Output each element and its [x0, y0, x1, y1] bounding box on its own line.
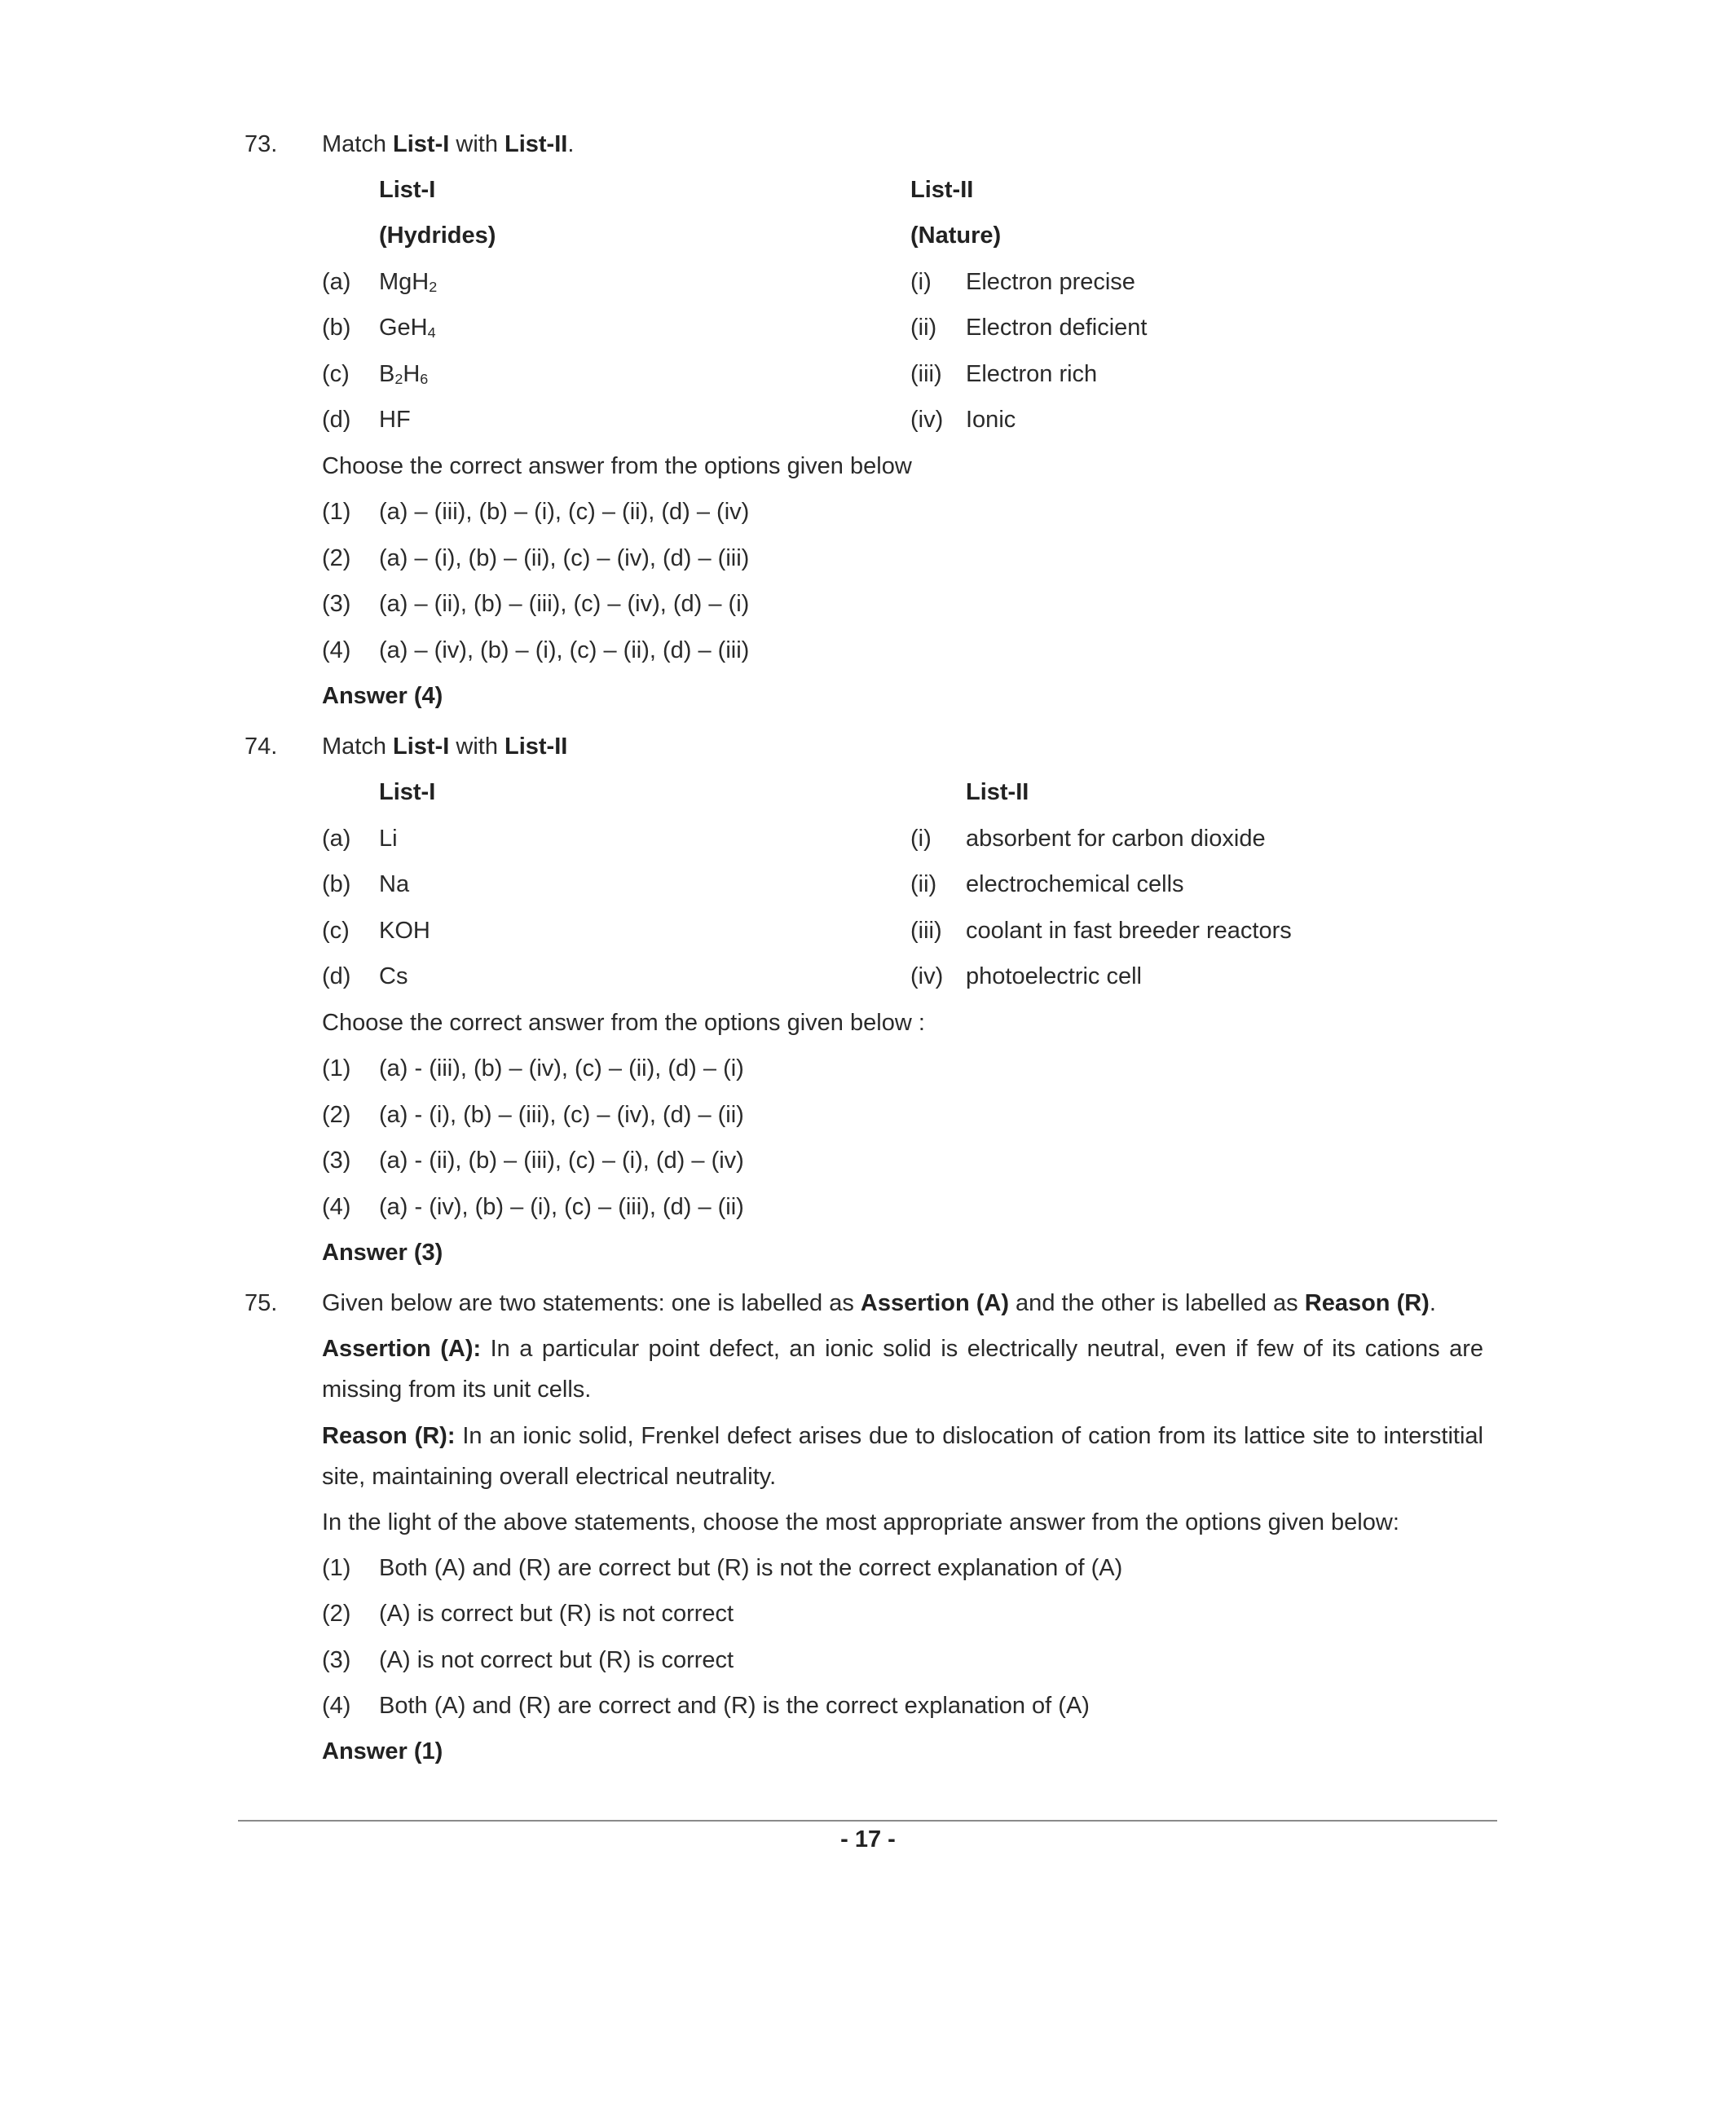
option-text: (a) - (i), (b) – (iii), (c) – (iv), (d) – (ii) — [379, 1102, 744, 1128]
footer-divider — [238, 1820, 1497, 1822]
option-text: (a) – (iv), (b) – (i), (c) – (ii), (d) – (iii) — [379, 637, 750, 663]
list2-subheading: (Nature) — [910, 222, 1002, 249]
option-label: (4) — [322, 1693, 351, 1719]
option-label: (3) — [322, 591, 351, 617]
list-item: Electron rich — [966, 361, 1098, 387]
option-text: Both (A) and (R) are correct and (R) is the correct explanation of (A) — [379, 1693, 1090, 1719]
item-label: (b) — [322, 871, 351, 897]
item-label: (c) — [322, 361, 350, 387]
list-item: Li — [379, 826, 398, 852]
options-prompt: Choose the correct answer from the options given below : — [322, 1010, 925, 1036]
list-item: KOH — [379, 918, 430, 944]
list1-heading: List-I — [379, 177, 436, 203]
list-item: Na — [379, 871, 410, 897]
option-label: (4) — [322, 1194, 351, 1220]
option-text: (a) - (ii), (b) – (iii), (c) – (i), (d) – (iv) — [379, 1148, 744, 1174]
option-label: (4) — [322, 637, 351, 663]
item-label: (d) — [322, 963, 351, 989]
answer: Answer (1) — [322, 1738, 443, 1764]
answer: Answer (3) — [322, 1240, 443, 1266]
list-item: Ionic — [966, 407, 1016, 433]
item-label: (i) — [910, 826, 932, 852]
option-text: (A) is correct but (R) is not correct — [379, 1601, 734, 1627]
item-label: (ii) — [910, 315, 937, 341]
list-item: photoelectric cell — [966, 963, 1142, 989]
list-item: $B_2H_6$ — [379, 361, 429, 388]
option-text: (a) – (iii), (b) – (i), (c) – (ii), (d) – (iv) — [379, 499, 750, 525]
list-item: MgH$_2$ — [379, 269, 438, 296]
list-item: Electron deficient — [966, 315, 1148, 341]
option-text: (a) - (iii), (b) – (iv), (c) – (ii), (d) – (i) — [379, 1055, 744, 1082]
item-label: (a) — [322, 826, 351, 852]
option-label: (1) — [322, 499, 351, 525]
item-label: (b) — [322, 315, 351, 341]
list-item: electrochemical cells — [966, 871, 1184, 897]
option-label: (3) — [322, 1647, 351, 1673]
option-text: (A) is not correct but (R) is correct — [379, 1647, 734, 1673]
item-label: (iii) — [910, 918, 942, 944]
option-text: (a) – (ii), (b) – (iii), (c) – (iv), (d) – (i) — [379, 591, 750, 617]
item-label: (iii) — [910, 361, 942, 387]
assertion-statement: Assertion (A): In a particular point defect, an ionic solid is electrically neutral, even if few of its cations are missing from its unit cells. — [322, 1336, 1484, 1403]
reason-statement: Reason (R): In an ionic solid, Frenkel defect arises due to dislocation of cation from its lattice site to interstitial site, maintaining overall electrical neutrality. — [322, 1423, 1483, 1490]
option-label: (2) — [322, 1102, 351, 1128]
page-number: - 17 - — [840, 1826, 896, 1852]
item-label: (c) — [322, 918, 350, 944]
question-stem: Given below are two statements: one is labelled as Assertion (A) and the other is labelled as Reason (R). — [322, 1290, 1436, 1316]
question-stem: Match List-I with List-II. — [322, 131, 575, 157]
item-label: (i) — [910, 269, 932, 295]
item-label: (a) — [322, 269, 351, 295]
item-label: (iv) — [910, 963, 944, 989]
option-label: (1) — [322, 1555, 351, 1581]
options-prompt: In the light of the above statements, choose the most appropriate answer from the options given below: — [322, 1509, 1399, 1535]
question-number: 73. — [245, 131, 278, 157]
option-text: (a) – (i), (b) – (ii), (c) – (iv), (d) – (iii) — [379, 545, 750, 571]
item-label: (d) — [322, 407, 351, 433]
option-label: (3) — [322, 1148, 351, 1174]
list2-heading: List-II — [966, 779, 1029, 805]
list-item: Electron precise — [966, 269, 1135, 295]
question-number: 75. — [245, 1290, 278, 1316]
option-label: (1) — [322, 1055, 351, 1082]
list1-subheading: (Hydrides) — [379, 222, 496, 249]
item-label: (iv) — [910, 407, 944, 433]
option-text: (a) - (iv), (b) – (i), (c) – (iii), (d) – (ii) — [379, 1194, 744, 1220]
option-text: Both (A) and (R) are correct but (R) is not the correct explanation of (A) — [379, 1555, 1123, 1581]
list-item: Cs — [379, 963, 408, 989]
option-label: (2) — [322, 1601, 351, 1627]
options-prompt: Choose the correct answer from the options given below — [322, 453, 912, 479]
list-item: coolant in fast breeder reactors — [966, 918, 1292, 944]
list-item: HF — [379, 407, 411, 433]
item-label: (ii) — [910, 871, 937, 897]
list1-heading: List-I — [379, 779, 436, 805]
list-item: GeH$_4$ — [379, 315, 436, 341]
question-number: 74. — [245, 734, 278, 760]
option-label: (2) — [322, 545, 351, 571]
list2-heading: List-II — [910, 177, 974, 203]
list-item: absorbent for carbon dioxide — [966, 826, 1266, 852]
question-stem: Match List-I with List-II — [322, 734, 568, 760]
answer: Answer (4) — [322, 683, 443, 709]
